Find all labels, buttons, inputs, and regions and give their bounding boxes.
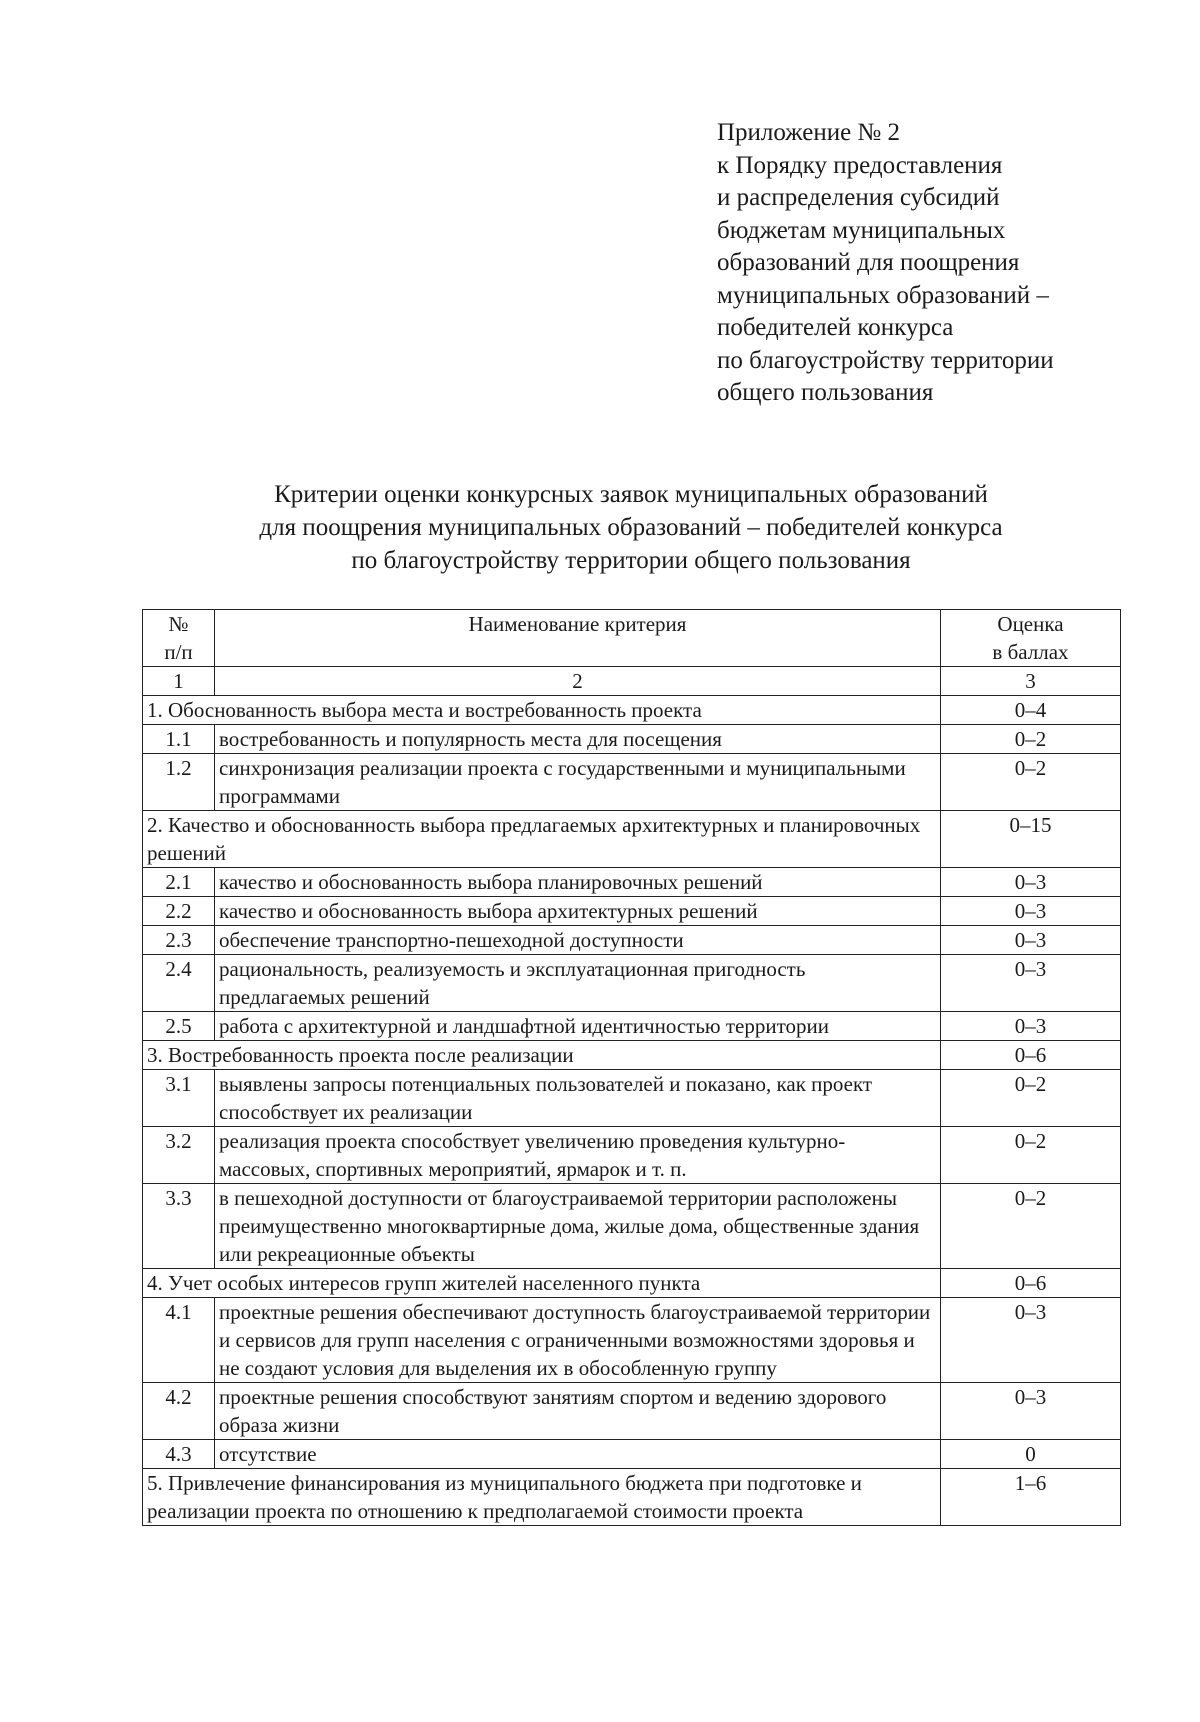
section-criterion: 5. Привлечение финансирования из муниципального бюджета при подготовке и реализации проекта по отношению к предполагаемой стоимости проекта [143, 1469, 941, 1526]
score-cell: 0–3 [941, 955, 1121, 1012]
score-cell: 0–3 [941, 1383, 1121, 1440]
score-cell: 0–15 [941, 811, 1121, 868]
item-row [143, 868, 1121, 897]
score-cell: 0–3 [941, 1012, 1121, 1041]
title-line: по благоустройству территории общего пользования [351, 547, 911, 574]
score-cell: 0–2 [941, 1070, 1121, 1127]
item-row [143, 725, 1121, 754]
annex-line: и распределения субсидий [717, 184, 1000, 211]
score-cell: 0–6 [941, 1041, 1121, 1070]
criteria-table [142, 609, 1121, 1526]
header-row [143, 610, 1121, 667]
annex-line: образований для поощрения [717, 249, 1020, 276]
item-row [143, 955, 1121, 1012]
header-name: Наименование критерия [215, 610, 941, 667]
score-cell: 0–3 [941, 926, 1121, 955]
item-number: 2.3 [143, 926, 215, 955]
item-row [143, 897, 1121, 926]
document-title [0, 478, 1200, 577]
section-row [143, 811, 1121, 868]
item-number: 3.2 [143, 1127, 215, 1184]
item-criterion: в пешеходной доступности от благоустраиваемой территории расположены преимущественно многоквартирные дома, жилые дома, общественные здания или рекреационные объекты [215, 1184, 941, 1269]
item-row [143, 1383, 1121, 1440]
title-line: Критерии оценки конкурсных заявок муниципальных образований [274, 481, 988, 508]
score-cell: 1–6 [941, 1469, 1121, 1526]
column-number-row [143, 667, 1121, 696]
item-number: 1.1 [143, 725, 215, 754]
item-criterion: востребованность и популярность места для посещения [215, 725, 941, 754]
item-criterion: реализация проекта способствует увеличению проведения культурно-массовых, спортивных мероприятий, ярмарок и т. п. [215, 1127, 941, 1184]
item-row [143, 1440, 1121, 1469]
score-cell: 0–4 [941, 696, 1121, 725]
item-row [143, 1184, 1121, 1269]
score-cell: 0–2 [941, 1127, 1121, 1184]
annex-line: муниципальных образований – [717, 281, 1049, 309]
item-criterion: рациональность, реализуемость и эксплуатационная пригодность предлагаемых решений [215, 955, 941, 1012]
score-cell: 0–3 [941, 897, 1121, 926]
annex-line: по благоустройству территории [717, 346, 1054, 374]
annex-line: к Порядку предоставления [717, 151, 1003, 179]
score-cell: 0 [941, 1440, 1121, 1469]
annex-header [717, 117, 1054, 410]
header-num-line2: п/п [164, 640, 193, 664]
section-criterion: 3. Востребованность проекта после реализации [143, 1041, 941, 1070]
score-cell: 0–2 [941, 725, 1121, 754]
item-number: 2.4 [143, 955, 215, 1012]
item-row [143, 926, 1121, 955]
item-number: 4.2 [143, 1383, 215, 1440]
criteria-body [143, 696, 1121, 1526]
item-criterion: отсутствие [215, 1440, 941, 1469]
header-score-line2: в баллах [992, 640, 1069, 664]
item-criterion: качество и обоснованность выбора архитектурных решений [215, 897, 941, 926]
col-number-2: 2 [215, 667, 941, 696]
title-line: для поощрения муниципальных образований – победителей конкурса [259, 514, 1003, 541]
section-criterion: 4. Учет особых интересов групп жителей населенного пункта [143, 1269, 941, 1298]
item-number: 2.1 [143, 868, 215, 897]
item-number: 3.1 [143, 1070, 215, 1127]
item-number: 2.5 [143, 1012, 215, 1041]
item-criterion: синхронизация реализации проекта с государственными и муниципальными программами [215, 754, 941, 811]
col-number-1: 1 [143, 667, 215, 696]
item-number: 1.2 [143, 754, 215, 811]
item-row [143, 1070, 1121, 1127]
item-number: 4.3 [143, 1440, 215, 1469]
item-criterion: проектные решения способствуют занятиям спортом и ведению здорового образа жизни [215, 1383, 941, 1440]
section-criterion: 2. Качество и обоснованность выбора предлагаемых архитектурных и планировочных решений [143, 811, 941, 868]
item-criterion: работа с архитектурной и ландшафтной идентичностью территории [215, 1012, 941, 1041]
item-row [143, 1127, 1121, 1184]
item-row [143, 1298, 1121, 1383]
item-number: 4.1 [143, 1298, 215, 1383]
section-row [143, 1269, 1121, 1298]
item-criterion: качество и обоснованность выбора планировочных решений [215, 868, 941, 897]
annex-line: бюджетам муниципальных [717, 216, 1006, 244]
header-num-line1: № [168, 612, 189, 636]
annex-line: общего пользования [717, 379, 934, 406]
section-row [143, 696, 1121, 725]
score-cell: 0–2 [941, 754, 1121, 811]
section-criterion: 1. Обоснованность выбора места и востребованность проекта [143, 696, 941, 725]
score-cell: 0–6 [941, 1269, 1121, 1298]
section-row [143, 1041, 1121, 1070]
col-number-3: 3 [941, 667, 1121, 696]
item-number: 3.3 [143, 1184, 215, 1269]
annex-line: Приложение № 2 [717, 119, 901, 146]
annex-line: победителей конкурса [717, 314, 954, 341]
header-score-line1: Оценка [997, 612, 1064, 636]
item-row [143, 754, 1121, 811]
item-criterion: выявлены запросы потенциальных пользователей и показано, как проект способствует их реализации [215, 1070, 941, 1127]
item-criterion: обеспечение транспортно-пешеходной доступности [215, 926, 941, 955]
score-cell: 0–3 [941, 868, 1121, 897]
header-num [143, 610, 215, 667]
item-row [143, 1012, 1121, 1041]
header-score [941, 610, 1121, 667]
score-cell: 0–3 [941, 1298, 1121, 1383]
score-cell: 0–2 [941, 1184, 1121, 1269]
section-row [143, 1469, 1121, 1526]
item-number: 2.2 [143, 897, 215, 926]
item-criterion: проектные решения обеспечивают доступность благоустраиваемой территории и сервисов для групп населения с ограниченными возможностями здоровья и не создают условия для выделения их в обособленную группу [215, 1298, 941, 1383]
